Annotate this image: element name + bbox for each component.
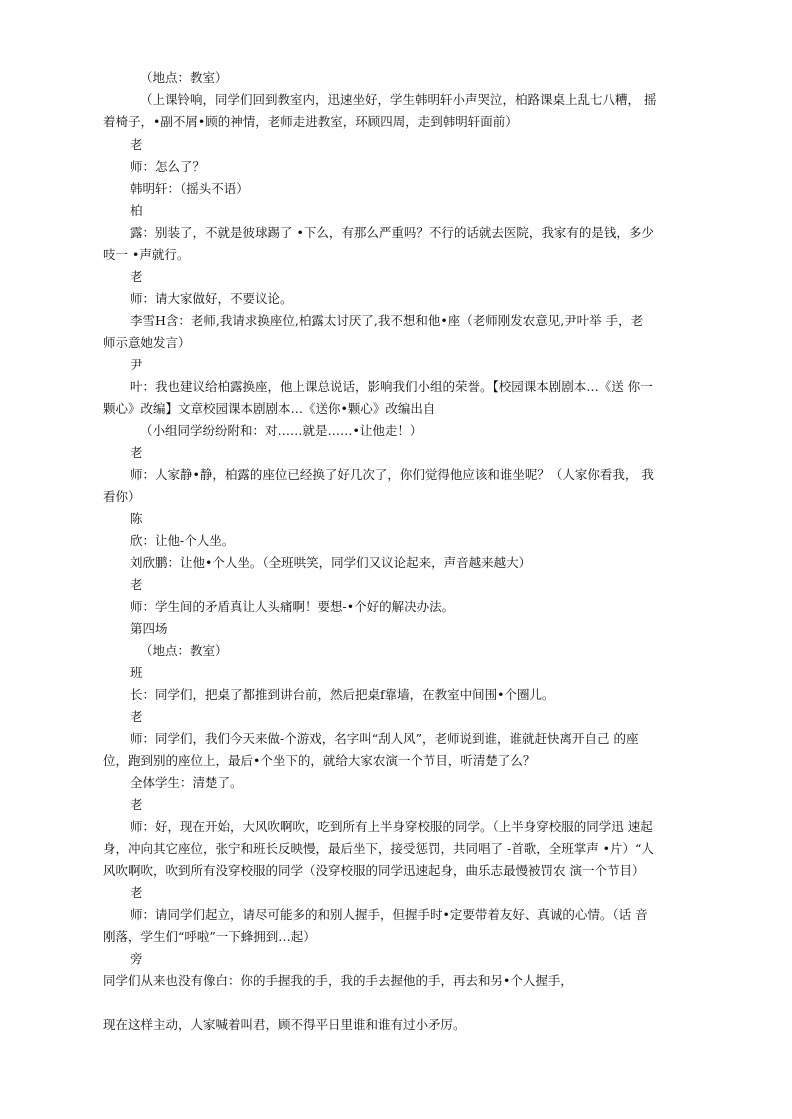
text-line: （上课铃响，同学们回到教室内，迅速坐好，学生韩明轩小声哭泣，柏路课桌上乱七八糟， 摇 [140, 92, 657, 107]
text-line: 师：同学们，我们今天来做-个游戏，名字叫“刮人风”，老师说到谁，谁就赶快离开自己 的座 [130, 731, 639, 746]
text-line: 旁 [130, 951, 143, 966]
text-line: 老 [130, 269, 143, 284]
scene-heading: 第四场 [130, 621, 168, 636]
text-line: 现在这样主动，人家喊着叫君，顾不得平日里谁和谁有过小矛厉。 [103, 1017, 466, 1032]
text-line: 老 [130, 797, 143, 812]
text-line: 尹 [130, 357, 143, 372]
text-line: 露：别装了，不就是彼球踢了 •下么，有那么严重吗？不行的话就去医院，我家有的是钱，多少 [130, 225, 654, 240]
text-line: 同学们从来也没有像白：你的手握我的手，我的手去握他的手，再去和另•个人握手， [103, 973, 573, 988]
text-line: 看你） [103, 489, 141, 504]
text-line: 陈 [130, 511, 143, 526]
text-line: （地点：教室） [140, 643, 228, 658]
text-line: 老 [130, 885, 143, 900]
text-line: 师：请同学们起立，请尽可能多的和别人握手，但握手时•定要带着友好、真诚的心情。（话 音 [130, 907, 648, 922]
text-line: （小组同学纷纷附和：对……就是……•让他走！） [140, 423, 423, 438]
text-line: 长：同学们，把桌了都推到讲台前，然后把桌f靠墙，在教室中间围•个圈儿。 [130, 687, 555, 702]
text-line: 刚落，学生们“呼啦”一下蜂拥到…起） [103, 929, 316, 944]
text-line: 师：请大家做好，不要议论。 [130, 291, 293, 306]
text-line: 师：怎么了？ [130, 159, 206, 174]
text-line: 班 [130, 665, 143, 680]
text-line: 师示意她发言） [103, 335, 191, 350]
text-line: 位，跑到别的座位上，最后•个坐下的，就给大家农演一个节目，听清楚了么？ [103, 753, 536, 768]
text-line: 颗心》改编】文章校园课本剧剧本…《送你•颗心》改编出自 [103, 401, 436, 416]
text-line: 李雪H含：老师,我请求换座位,柏露太讨厌了,我不想和他•座（老师刚发农意见,尹叶举 手，老 [130, 313, 644, 328]
text-line: 全体学生：清楚了。 [130, 775, 243, 790]
text-line: 师：学生间的矛盾真让人头痛啊！要想-•个好的解决办法。 [130, 599, 455, 614]
text-line: 着椅子，•副不屑•顾的神情，老师走进教室，环顾四周，走到韩明轩面前） [103, 114, 518, 129]
text-line: 师：人家静•静，柏露的座位已经换了好几次了，你们觉得他应该和谁坐呢？（人家你看我， 我 [130, 467, 654, 482]
text-line: 身，冲向其它座位，张宁和班长反映慢，最后坐下，接受惩罚，共同唱了 -首歌，全班掌声 •片）“人 [103, 841, 654, 856]
text-line: 师：好，现在开始，大风吹啊吹，吃到所有上半身穿校服的同学。（上半身穿校服的同学迅 速起 [130, 819, 653, 834]
text-line: 欣：让他-个人坐。 [130, 533, 235, 548]
text-line: 老 [130, 577, 143, 592]
text-line: 风吹啊吹，吹到所有没穿校服的同学（没穿校服的同学迅速起身，曲乐志最慢被罚农 演一个节目） [103, 863, 645, 878]
text-line: 刘欣鹏：让他•个人坐。（全班哄笑，同学们又议论起来，声音越来越大） [130, 555, 532, 570]
text-line: 吱一 •声就行。 [103, 247, 190, 262]
text-line: 叶：我也建议给柏露换座，他上课总说话，影响我们小组的荣誉。【校园课本剧剧本…《送 你一 [130, 379, 653, 394]
text-line: 老 [130, 445, 143, 460]
text-line: 柏 [130, 203, 143, 218]
text-line: 老 [130, 137, 143, 152]
text-line: （地点：教室） [140, 70, 228, 85]
text-line: 韩明轩：（摇头不语） [130, 181, 249, 196]
text-line: 老 [130, 709, 143, 724]
